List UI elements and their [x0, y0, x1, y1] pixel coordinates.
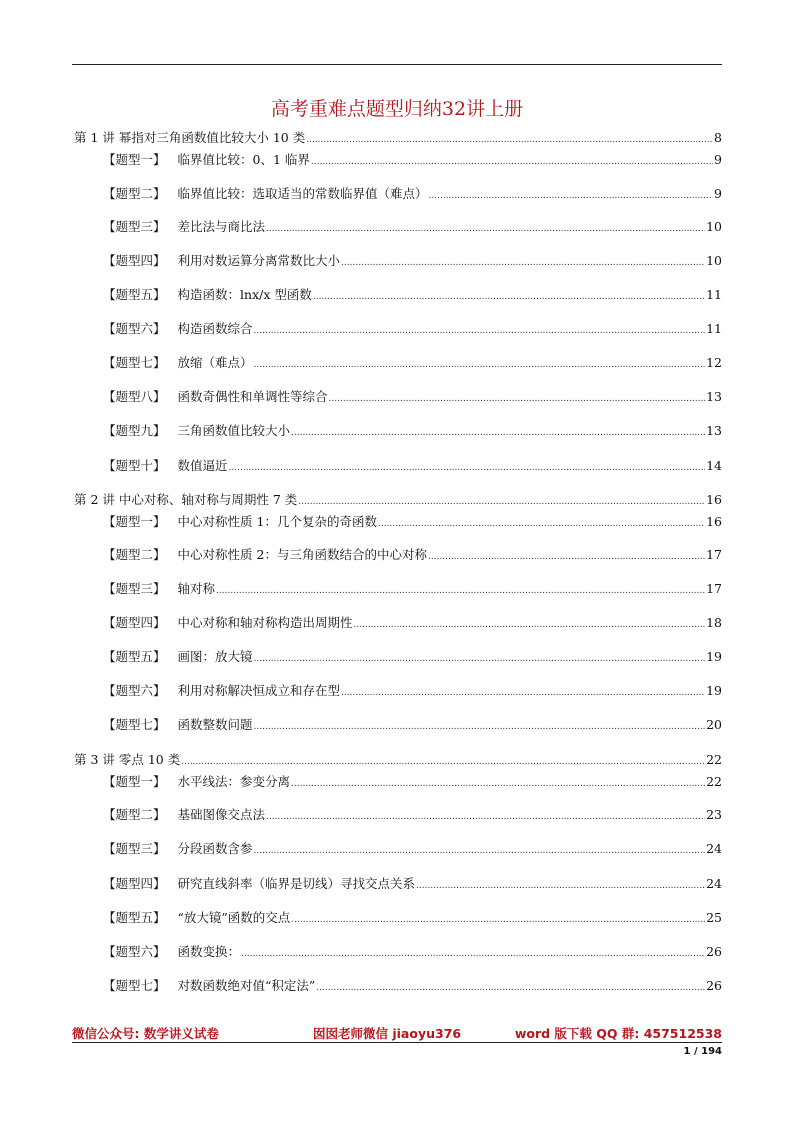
toc-item-title: 研究直线斜率（临界是切线）寻找交点关系 — [177, 876, 416, 891]
toc-entry-row — [103, 388, 722, 408]
toc-item-entry — [0, 320, 794, 338]
toc-entry-row — [74, 129, 722, 149]
toc-item-title: 分段函数含参 — [177, 841, 253, 856]
toc-item-tag: 【题型七】 — [103, 978, 166, 993]
toc-item-tag: 【题型四】 — [103, 615, 166, 630]
toc-item-tag: 【题型六】 — [103, 683, 166, 698]
toc-dot-leader — [216, 580, 705, 600]
toc-dot-leader — [254, 648, 706, 668]
toc-item-entry — [0, 151, 794, 169]
toc-item-title: 函数变换： — [177, 944, 241, 959]
toc-item-title: “放大镜”函数的交点 — [177, 910, 291, 925]
toc-dot-leader — [298, 491, 705, 511]
toc-item-title: 基础图像交点法 — [177, 807, 266, 822]
toc-item-tag: 【题型三】 — [103, 581, 166, 596]
toc-page-number: 24 — [706, 876, 722, 891]
toc-item-title: 轴对称 — [177, 581, 216, 596]
toc-dot-leader — [266, 806, 705, 826]
toc-page-number: 13 — [706, 389, 722, 404]
toc-entry-row — [103, 513, 722, 533]
toc-page-number: 26 — [706, 944, 722, 959]
toc-page-number: 12 — [706, 355, 722, 370]
toc-entry-row — [103, 648, 722, 668]
toc-page-number: 14 — [706, 458, 722, 473]
footer-rule — [72, 1042, 722, 1043]
toc-item-entry — [0, 286, 794, 304]
toc-entry-row — [103, 716, 722, 736]
toc-item-title: 临界值比较：选取适当的常数临界值（难点） — [177, 186, 428, 201]
toc-item-entry — [0, 252, 794, 270]
toc-lecture-entry — [0, 751, 794, 769]
toc-page-number: 10 — [706, 253, 722, 268]
toc-item-entry — [0, 354, 794, 372]
toc-item-tag: 【题型八】 — [103, 389, 166, 404]
toc-page-number: 25 — [706, 910, 722, 925]
toc-page-number: 22 — [706, 774, 722, 789]
toc-item-title: 临界值比较：0、1 临界 — [177, 152, 310, 167]
toc-entry-row — [103, 422, 722, 442]
toc-item-tag: 【题型七】 — [103, 355, 166, 370]
footer-teacher-wechat: 囡囡老师微信 jiaoyu376 — [313, 1026, 462, 1041]
toc-item-title: 利用对称解决恒成立和存在型 — [177, 683, 341, 698]
toc-item-title: 对数函数绝对值“积定法” — [177, 978, 316, 993]
toc-entry-row — [103, 286, 722, 306]
toc-item-tag: 【题型十】 — [103, 458, 166, 473]
toc-item-entry — [0, 546, 794, 564]
toc-item-entry — [0, 716, 794, 734]
toc-page-number: 9 — [714, 186, 722, 201]
toc-lecture-title: 第 3 讲 零点 10 类 — [74, 752, 181, 767]
toc-item-entry — [0, 977, 794, 995]
toc-item-entry — [0, 580, 794, 598]
toc-entry-row — [103, 614, 722, 634]
toc-item-entry — [0, 806, 794, 824]
toc-page-number: 8 — [714, 130, 722, 145]
toc-item-title: 函数整数问题 — [177, 717, 253, 732]
toc-page-number: 24 — [706, 841, 722, 856]
toc-item-title: 画图：放大镜 — [177, 649, 253, 664]
toc-item-tag: 【题型五】 — [103, 287, 166, 302]
toc-page-number: 19 — [706, 649, 722, 664]
toc-dot-leader — [313, 286, 705, 306]
toc-item-title: 差比法与商比法 — [177, 219, 266, 234]
toc-page-number: 16 — [706, 492, 722, 507]
toc-item-tag: 【题型三】 — [103, 219, 166, 234]
toc-page-number: 20 — [706, 717, 722, 732]
toc-dot-leader — [329, 388, 706, 408]
toc-page-number: 17 — [706, 581, 722, 596]
toc-item-entry — [0, 648, 794, 666]
toc-item-tag: 【题型一】 — [103, 774, 166, 789]
toc-item-entry — [0, 943, 794, 961]
toc-item-entry — [0, 457, 794, 475]
toc-item-entry — [0, 773, 794, 791]
toc-entry-row — [103, 546, 722, 566]
toc-dot-leader — [354, 614, 706, 634]
toc-entry-row — [103, 806, 722, 826]
toc-item-tag: 【题型二】 — [103, 186, 166, 201]
toc-page-number: 18 — [706, 615, 722, 630]
footer-qq-group: word 版下载 QQ 群: 457512538 — [514, 1026, 722, 1041]
toc-dot-leader — [341, 682, 705, 702]
toc-entry-row — [103, 320, 722, 340]
page-indicator: 1 / 194 — [683, 1046, 722, 1057]
toc-entry-row — [74, 751, 722, 771]
toc-item-title: 三角函数值比较大小 — [177, 423, 291, 438]
toc-item-tag: 【题型七】 — [103, 717, 166, 732]
toc-dot-leader — [266, 218, 705, 238]
toc-item-title: 构造函数：lnx/x 型函数 — [177, 287, 312, 302]
toc-item-tag: 【题型一】 — [103, 514, 166, 529]
toc-item-entry — [0, 388, 794, 406]
toc-entry-row — [103, 252, 722, 272]
toc-item-tag: 【题型六】 — [103, 944, 166, 959]
toc-item-title: 数值逼近 — [177, 458, 228, 473]
toc-entry-row — [103, 977, 722, 997]
toc-item-tag: 【题型五】 — [103, 910, 166, 925]
toc-item-entry — [0, 422, 794, 440]
toc-dot-leader — [306, 129, 713, 149]
toc-dot-leader — [254, 840, 706, 860]
toc-dot-leader — [429, 185, 714, 205]
toc-dot-leader — [241, 943, 705, 963]
toc-dot-leader — [311, 151, 713, 171]
toc-entry-row — [103, 185, 722, 205]
toc-entry-row — [103, 875, 722, 895]
toc-item-entry — [0, 185, 794, 203]
toc-dot-leader — [291, 909, 705, 929]
toc-item-title: 中心对称和轴对称构造出周期性 — [177, 615, 353, 630]
toc-item-entry — [0, 513, 794, 531]
toc-item-tag: 【题型四】 — [103, 876, 166, 891]
toc-page-number: 16 — [706, 514, 722, 529]
toc-item-tag: 【题型一】 — [103, 152, 166, 167]
toc-entry-row — [74, 491, 722, 511]
toc-page-number: 10 — [706, 219, 722, 234]
toc-page-number: 9 — [714, 152, 722, 167]
toc-page-number: 22 — [706, 752, 722, 767]
toc-dot-leader — [181, 751, 705, 771]
toc-entry-row — [103, 840, 722, 860]
toc-dot-leader — [291, 773, 705, 793]
toc-entry-row — [103, 457, 722, 477]
toc-item-title: 水平线法：参变分离 — [177, 774, 291, 789]
toc-page-number: 23 — [706, 807, 722, 822]
toc-item-title: 中心对称性质 1：几个复杂的奇函数 — [177, 514, 377, 529]
toc-item-title: 中心对称性质 2：与三角函数结合的中心对称 — [177, 547, 427, 562]
toc-dot-leader — [341, 252, 705, 272]
toc-entry-row — [103, 218, 722, 238]
toc-entry-row — [103, 773, 722, 793]
toc-dot-leader — [416, 875, 705, 895]
toc-dot-leader — [254, 320, 706, 340]
toc-item-entry — [0, 875, 794, 893]
toc-dot-leader — [316, 977, 705, 997]
toc-lecture-title: 第 1 讲 幂指对三角函数值比较大小 10 类 — [74, 130, 306, 145]
toc-item-tag: 【题型二】 — [103, 547, 166, 562]
toc-item-title: 函数奇偶性和单调性等综合 — [177, 389, 328, 404]
toc-item-tag: 【题型四】 — [103, 253, 166, 268]
toc-entry-row — [103, 580, 722, 600]
toc-lecture-title: 第 2 讲 中心对称、轴对称与周期性 7 类 — [74, 492, 298, 507]
toc-item-entry — [0, 682, 794, 700]
toc-lecture-entry — [0, 491, 794, 509]
toc-page-number: 26 — [706, 978, 722, 993]
toc-dot-leader — [229, 457, 706, 477]
toc-item-tag: 【题型九】 — [103, 423, 166, 438]
toc-item-title: 构造函数综合 — [177, 321, 253, 336]
toc-page-number: 17 — [706, 547, 722, 562]
toc-dot-leader — [291, 422, 705, 442]
toc-item-tag: 【题型三】 — [103, 841, 166, 856]
toc-dot-leader — [254, 716, 706, 736]
toc-page-number: 11 — [706, 321, 722, 336]
toc-item-entry — [0, 909, 794, 927]
toc-entry-row — [103, 909, 722, 929]
toc-page-number: 11 — [706, 287, 722, 302]
header-rule — [72, 64, 722, 65]
toc-entry-row — [103, 151, 722, 171]
footer-wechat-account: 微信公众号: 数学讲义试卷 — [72, 1026, 219, 1041]
toc-page-number: 19 — [706, 683, 722, 698]
toc-item-tag: 【题型二】 — [103, 807, 166, 822]
toc-entry-row — [103, 943, 722, 963]
toc-entry-row — [103, 682, 722, 702]
toc-item-entry — [0, 218, 794, 236]
toc-item-title: 利用对数运算分离常数比大小 — [177, 253, 341, 268]
toc-item-entry — [0, 614, 794, 632]
toc-dot-leader — [378, 513, 705, 533]
toc-item-title: 放缩（难点） — [177, 355, 253, 370]
toc-dot-leader — [428, 546, 705, 566]
toc-entry-row — [103, 354, 722, 374]
toc-lecture-entry — [0, 129, 794, 147]
footer — [72, 1024, 722, 1044]
toc-item-tag: 【题型五】 — [103, 649, 166, 664]
toc-item-entry — [0, 840, 794, 858]
toc-item-tag: 【题型六】 — [103, 321, 166, 336]
document-title: 高考重难点题型归纳32讲上册 — [270, 98, 524, 120]
toc-dot-leader — [254, 354, 706, 374]
toc-page-number: 13 — [706, 423, 722, 438]
